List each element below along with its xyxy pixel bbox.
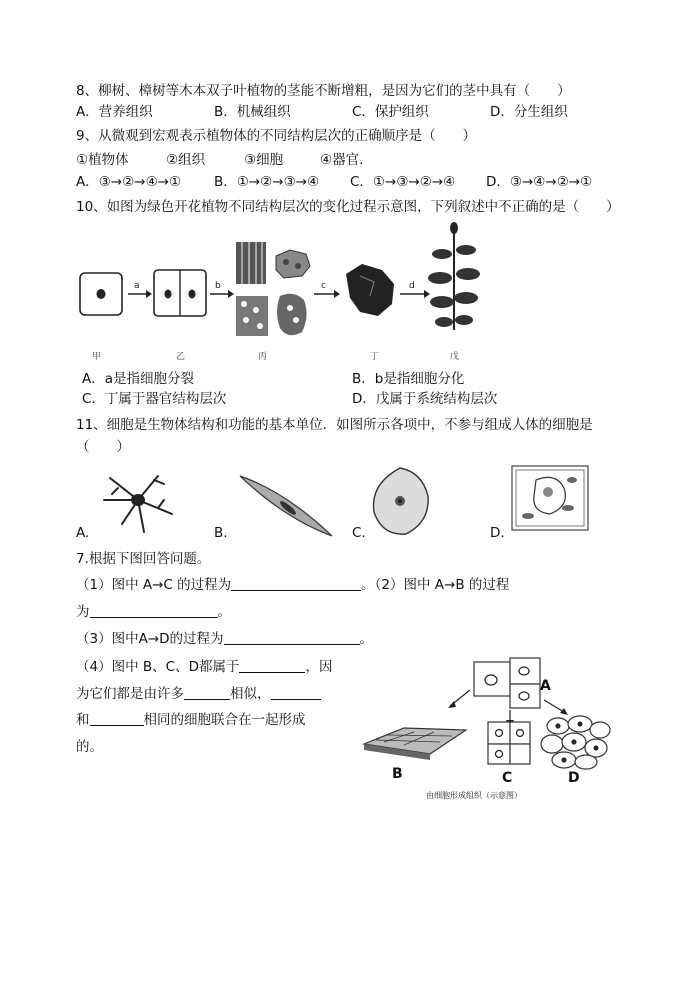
q9-item-2: ②组织 (166, 152, 206, 168)
caption-ding: 丁 (370, 352, 380, 362)
q7-part1-text-c: 为 (76, 604, 90, 620)
tissue-c (488, 722, 530, 764)
tissue-figure-caption: 由细胞形成组织（示意图） (426, 791, 522, 800)
caption-bing: 丙 (258, 352, 268, 362)
single-cell-image (80, 273, 122, 315)
label-a: A (540, 678, 551, 694)
q7-part1-line (76, 576, 509, 594)
q9-item-3: ③细胞 (244, 152, 284, 168)
q7-part4-text-b: ，因 (305, 659, 333, 675)
epithelial-cell-image (370, 466, 432, 538)
arrow-d-label: d (409, 281, 415, 291)
q9-stem: 9、从微观到宏观表示植物体的不同结构层次的正确顺序是（ ） (76, 128, 477, 144)
neuron-image (98, 470, 178, 536)
caption-wu: 戊 (450, 352, 460, 362)
q10-option-c: C．丁属于器官结构层次 (82, 391, 227, 407)
q7-part1-text-a: （1）图中 A→C 的过程为 (76, 577, 232, 593)
q7-part4-text-e: 和 (76, 712, 90, 728)
tissue-formation-figure (358, 652, 622, 802)
q9-item-1: ①植物体 (76, 152, 129, 168)
label-b: B (392, 766, 403, 782)
q8-option-b: B．机械组织 (214, 104, 291, 120)
q7-part4-text-g: 的。 (76, 739, 103, 755)
q9-option-c: C．①→③→②→④ (350, 174, 456, 190)
plant-hierarchy-figure (70, 220, 510, 368)
q7-blank-1[interactable] (231, 576, 361, 591)
plant-image (428, 222, 480, 330)
q7-part4-text-d: 相似， (230, 686, 271, 702)
q11-stem-line1: 11、细胞是生物体结构和功能的基本单位．如图所示各项中，不参与组成人体的细胞是 (76, 417, 593, 433)
q7-blank-2[interactable] (90, 603, 218, 618)
q8-option-a: A．营养组织 (76, 104, 153, 120)
q8-stem: 8、柳树、樟树等木本双子叶植物的茎能不断增粗，是因为它们的茎中具有（ ） (76, 83, 571, 99)
q7-blank-3[interactable] (224, 630, 360, 645)
organ-image (346, 264, 394, 316)
caption-jia: 甲 (92, 352, 102, 362)
q10-option-b: B．b是指细胞分化 (352, 371, 465, 387)
tissues-image (236, 242, 310, 336)
q7-part4-line3 (76, 711, 306, 729)
tissue-d (541, 716, 610, 769)
q9-item-4: ④器官. (320, 152, 364, 168)
plant-cell-image (506, 462, 596, 536)
q7-part4-text-c: 为它们都是由许多 (76, 686, 184, 702)
arrow-d (400, 281, 430, 298)
q9-option-d: D．③→④→②→① (486, 174, 593, 190)
smooth-muscle-cell-image (236, 470, 336, 540)
q11-option-b: B. (214, 525, 228, 541)
arrow-a (128, 281, 152, 298)
q11-option-a: A. (76, 525, 90, 541)
tissue-b (364, 728, 466, 760)
q7-part1-text-d: 。 (217, 604, 231, 620)
divided-cells-image (154, 270, 206, 316)
q8-option-c: C．保护组织 (352, 104, 429, 120)
q7-part3-line (76, 630, 373, 648)
q8-option-d: D．分生组织 (490, 104, 568, 120)
q7-part3-text-a: （3）图中A→D的过程为 (76, 631, 224, 647)
q7-blank-6[interactable] (271, 685, 321, 700)
label-c: C (502, 770, 513, 786)
q11-option-c: C. (352, 525, 366, 541)
q10-option-a: A．a是指细胞分裂 (82, 371, 195, 387)
arrow-c (314, 281, 340, 298)
q9-option-b: B．①→②→③→④ (214, 174, 320, 190)
q11-option-d: D. (490, 525, 505, 541)
q11-stem-line2: （ ） (76, 439, 130, 455)
q10-stem: 10、如图为绿色开花植物不同结构层次的变化过程示意图，下列叙述中不正确的是（ ） (76, 199, 620, 215)
arrow-c-label: c (321, 281, 326, 291)
q7-blank-7[interactable] (90, 711, 144, 726)
caption-yi: 乙 (176, 352, 186, 362)
q7-blank-4[interactable] (239, 658, 305, 673)
q7-blank-5[interactable] (184, 685, 230, 700)
label-d: D (568, 770, 580, 786)
q9-option-a: A．③→②→④→① (76, 174, 182, 190)
q7-part1-line2 (76, 603, 231, 621)
q7-stem: 7.根据下图回答问题。 (76, 551, 211, 567)
q7-part4-text-f: 相同的细胞联合在一起形成 (143, 712, 306, 728)
arrow-b (210, 281, 234, 298)
q7-part4-line2 (76, 685, 321, 703)
q7-part4-line1 (76, 658, 332, 676)
arrow-b-label: b (215, 281, 221, 291)
q7-part3-text-b: 。 (359, 631, 374, 647)
arrow-a-label: a (134, 281, 140, 291)
q10-option-d: D．戊属于系统结构层次 (352, 391, 498, 407)
cells-a (474, 658, 540, 708)
q7-part1-text-b: 。（2）图中 A→B 的过程 (361, 577, 510, 593)
q7-part4-text-a: （4）图中 B、C、D都属于 (76, 659, 240, 675)
